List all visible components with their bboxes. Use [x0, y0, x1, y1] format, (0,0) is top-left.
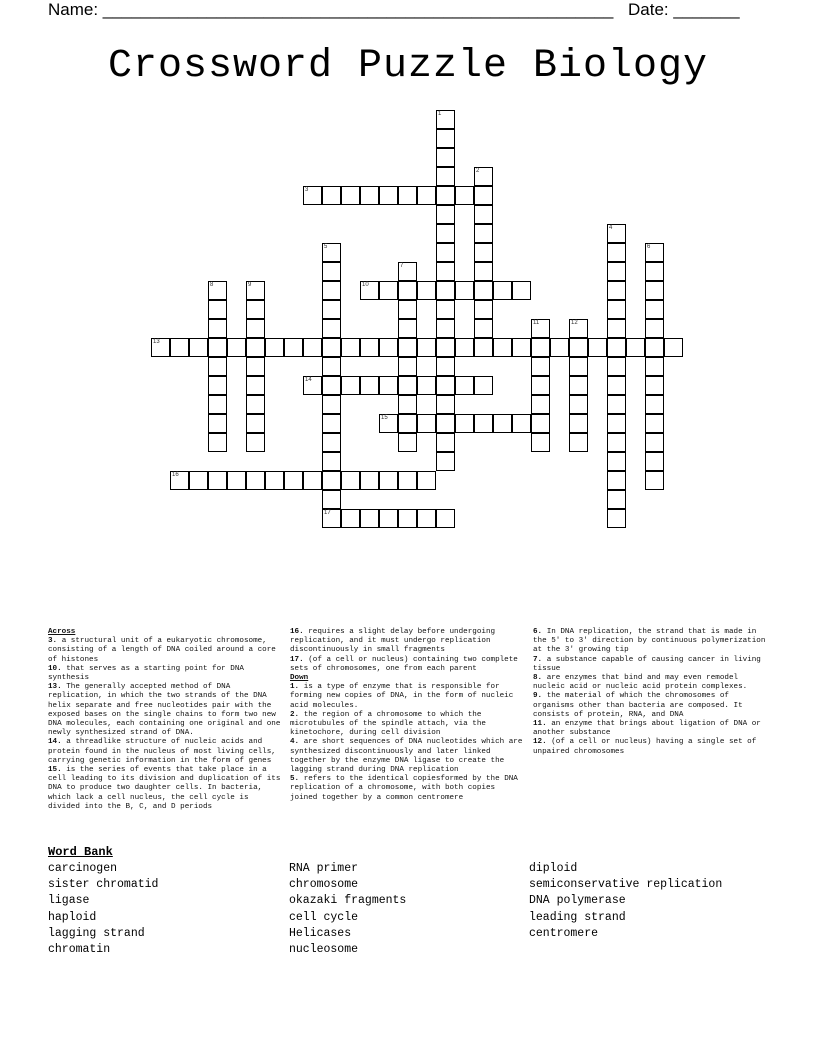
word-bank-column-3 — [529, 861, 722, 942]
crossword-cell[interactable] — [645, 281, 664, 300]
crossword-cell[interactable] — [227, 338, 246, 357]
crossword-cell[interactable] — [360, 471, 379, 490]
across-heading: Across — [48, 628, 76, 636]
crossword-cell[interactable] — [417, 281, 436, 300]
clue-down-5: 5. refers to the identical copiesformed by the DNA replication of a chromosome, with both copies joined together by a common centromere — [290, 775, 518, 802]
crossword-cell[interactable] — [436, 338, 455, 357]
crossword-cell[interactable] — [379, 509, 398, 528]
crossword-cell[interactable] — [436, 319, 455, 338]
crossword-cell[interactable] — [322, 338, 341, 357]
crossword-cell[interactable] — [607, 509, 626, 528]
crossword-cell[interactable] — [208, 414, 227, 433]
clues-column-1 — [48, 628, 284, 812]
crossword-cell[interactable] — [436, 452, 455, 471]
crossword-cell[interactable] — [436, 300, 455, 319]
crossword-cell[interactable] — [379, 186, 398, 205]
cell-number: 8 — [210, 282, 214, 288]
crossword-cell[interactable] — [569, 414, 588, 433]
crossword-cell[interactable] — [607, 243, 626, 262]
crossword-cell[interactable] — [607, 300, 626, 319]
crossword-cell[interactable] — [417, 376, 436, 395]
word-bank-item: cell cycle — [289, 910, 359, 924]
crossword-cell[interactable] — [493, 281, 512, 300]
crossword-cell[interactable] — [322, 433, 341, 452]
crossword-cell[interactable] — [208, 300, 227, 319]
cell-number: 17 — [324, 510, 331, 516]
crossword-cell[interactable] — [246, 433, 265, 452]
crossword-cell[interactable] — [341, 186, 360, 205]
crossword-cell[interactable] — [303, 186, 322, 205]
clue-down-11: 11. an enzyme that brings about ligation of DNA or another substance — [533, 720, 761, 738]
crossword-cell[interactable] — [246, 376, 265, 395]
crossword-cell[interactable] — [645, 452, 664, 471]
crossword-cell[interactable] — [455, 281, 474, 300]
crossword-cell[interactable] — [436, 148, 455, 167]
crossword-cell[interactable] — [379, 376, 398, 395]
crossword-cell[interactable] — [607, 490, 626, 509]
crossword-cell[interactable] — [322, 395, 341, 414]
crossword-cell[interactable] — [531, 376, 550, 395]
crossword-cell[interactable] — [208, 471, 227, 490]
crossword-cell[interactable] — [569, 433, 588, 452]
crossword-cell[interactable] — [455, 376, 474, 395]
crossword-cell[interactable] — [398, 395, 417, 414]
clue-down-7: 7. a substance capable of causing cancer in living tissue — [533, 655, 761, 673]
word-bank-item: ligase — [48, 894, 90, 908]
crossword-cell[interactable] — [607, 414, 626, 433]
crossword-cell[interactable] — [436, 224, 455, 243]
crossword-cell[interactable] — [474, 262, 493, 281]
crossword-cell[interactable] — [322, 376, 341, 395]
crossword-cell[interactable] — [208, 338, 227, 357]
crossword-cell[interactable] — [474, 243, 493, 262]
crossword-cell[interactable] — [189, 338, 208, 357]
crossword-cell[interactable] — [607, 452, 626, 471]
crossword-cell[interactable] — [493, 338, 512, 357]
date-field-label: Date: _______ — [628, 0, 740, 19]
clue-down-6: 6. In DNA replication, the strand that is made in the 5' to 3' direction by continuous polymerization at the 3' growing tip — [533, 628, 766, 655]
crossword-cell[interactable] — [436, 167, 455, 186]
crossword-cell[interactable] — [569, 376, 588, 395]
crossword-cell[interactable] — [531, 395, 550, 414]
crossword-cell[interactable] — [246, 319, 265, 338]
crossword-cell[interactable] — [341, 376, 360, 395]
word-bank-column-1 — [48, 861, 158, 958]
crossword-cell[interactable] — [474, 205, 493, 224]
crossword-cell[interactable] — [607, 281, 626, 300]
crossword-cell[interactable] — [550, 338, 569, 357]
crossword-cell[interactable] — [645, 338, 664, 357]
crossword-cell[interactable] — [246, 357, 265, 376]
crossword-cell[interactable] — [436, 243, 455, 262]
cell-number: 5 — [324, 244, 328, 250]
crossword-cell[interactable] — [417, 186, 436, 205]
crossword-cell[interactable] — [436, 395, 455, 414]
crossword-cell[interactable] — [246, 395, 265, 414]
crossword-cell[interactable] — [322, 319, 341, 338]
crossword-cell[interactable] — [588, 338, 607, 357]
crossword-cell[interactable] — [322, 509, 341, 528]
crossword-cell[interactable] — [645, 243, 664, 262]
crossword-cell[interactable] — [208, 281, 227, 300]
crossword-cell[interactable] — [512, 414, 531, 433]
crossword-cell[interactable] — [208, 319, 227, 338]
crossword-cell[interactable] — [360, 186, 379, 205]
crossword-cell[interactable] — [208, 433, 227, 452]
crossword-cell[interactable] — [398, 338, 417, 357]
crossword-cell[interactable] — [322, 471, 341, 490]
crossword-cell[interactable] — [360, 338, 379, 357]
crossword-cell[interactable] — [417, 338, 436, 357]
crossword-cell[interactable] — [607, 319, 626, 338]
clues-column-2 — [290, 628, 526, 803]
crossword-cell[interactable] — [322, 281, 341, 300]
crossword-cell[interactable] — [531, 357, 550, 376]
crossword-cell[interactable] — [569, 357, 588, 376]
crossword-cell[interactable] — [246, 281, 265, 300]
crossword-cell[interactable] — [322, 357, 341, 376]
cell-number: 7 — [400, 263, 404, 269]
crossword-cell[interactable] — [398, 281, 417, 300]
word-bank-item: semiconservative replication — [529, 878, 723, 892]
name-field-label: Name: ______________________________________________________ — [48, 0, 614, 19]
clue-across-14: 14. a threadlike structure of nucleic acids and protein found in the nucleus of most living cells, carrying genetic information in the form of genes — [48, 738, 276, 765]
crossword-cell[interactable] — [607, 471, 626, 490]
crossword-cell[interactable] — [379, 414, 398, 433]
crossword-cell[interactable] — [607, 433, 626, 452]
cell-number: 12 — [571, 320, 578, 326]
crossword-cell[interactable] — [341, 338, 360, 357]
crossword-cell[interactable] — [170, 471, 189, 490]
crossword-cell[interactable] — [531, 433, 550, 452]
crossword-cell[interactable] — [322, 452, 341, 471]
word-bank-item: lagging strand — [48, 926, 145, 940]
crossword-cell[interactable] — [436, 509, 455, 528]
crossword-cell[interactable] — [607, 376, 626, 395]
crossword-cell[interactable] — [398, 471, 417, 490]
crossword-cell[interactable] — [455, 338, 474, 357]
crossword-cell[interactable] — [626, 338, 645, 357]
crossword-cell[interactable] — [645, 262, 664, 281]
word-bank-item: carcinogen — [48, 862, 118, 875]
clue-across-10: 10. that serves as a starting point for DNA synthesis — [48, 664, 244, 683]
crossword-cell[interactable] — [322, 300, 341, 319]
clue-down-12: 12. (of a cell or nucleus) having a single set of unpaired chromosomes — [533, 738, 757, 756]
crossword-cell[interactable] — [246, 414, 265, 433]
cell-number: 10 — [362, 282, 369, 288]
crossword-cell[interactable] — [645, 414, 664, 433]
crossword-cell[interactable] — [531, 319, 550, 338]
cell-number: 13 — [153, 339, 160, 345]
crossword-cell[interactable] — [474, 224, 493, 243]
cell-number: 6 — [647, 244, 651, 250]
crossword-cell[interactable] — [645, 376, 664, 395]
word-bank-item: leading strand — [529, 910, 626, 924]
crossword-cell[interactable] — [645, 300, 664, 319]
clue-across-17: 17. (of a cell or nucleus) containing two complete sets of chromosomes, one from each parent — [290, 655, 518, 673]
crossword-cell[interactable] — [246, 471, 265, 490]
crossword-cell[interactable] — [398, 376, 417, 395]
crossword-cell[interactable] — [246, 338, 265, 357]
crossword-cell[interactable] — [569, 395, 588, 414]
crossword-cell[interactable] — [436, 205, 455, 224]
crossword-cell[interactable] — [607, 357, 626, 376]
word-bank-item: RNA primer — [289, 862, 359, 875]
cell-number: 1 — [438, 111, 442, 117]
cell-number: 9 — [248, 282, 252, 288]
clues-column-3 — [533, 628, 769, 757]
crossword-cell[interactable] — [664, 338, 683, 357]
crossword-cell[interactable] — [398, 414, 417, 433]
crossword-cell[interactable] — [341, 509, 360, 528]
clue-down-4: 4. are short sequences of DNA nucleotides which are synthesized discontinuously and later linked together by the enzyme DNA ligase to create the lagging strand during DNA replication — [290, 738, 523, 775]
word-bank-item: centromere — [529, 926, 599, 940]
crossword-cell[interactable] — [645, 433, 664, 452]
crossword-cell[interactable] — [417, 471, 436, 490]
crossword-cell[interactable] — [607, 338, 626, 357]
crossword-cell[interactable] — [436, 262, 455, 281]
crossword-cell[interactable] — [303, 471, 322, 490]
crossword-cell[interactable] — [645, 395, 664, 414]
crossword-cell[interactable] — [360, 509, 379, 528]
crossword-cell[interactable] — [645, 471, 664, 490]
word-bank-item: okazaki fragments — [289, 894, 407, 908]
crossword-cell[interactable] — [246, 300, 265, 319]
crossword-cell[interactable] — [322, 414, 341, 433]
crossword-cell[interactable] — [474, 338, 493, 357]
crossword-cell[interactable] — [398, 262, 417, 281]
crossword-cell[interactable] — [474, 186, 493, 205]
word-bank-item: DNA polymerase — [529, 894, 626, 908]
crossword-cell[interactable] — [474, 167, 493, 186]
crossword-cell[interactable] — [569, 338, 588, 357]
word-bank-item: chromosome — [289, 878, 359, 892]
cell-number: 2 — [476, 168, 480, 174]
crossword-cell[interactable] — [341, 471, 360, 490]
word-bank-item: chromatin — [48, 943, 111, 957]
crossword-cell[interactable] — [512, 281, 531, 300]
down-heading: Down — [290, 674, 309, 683]
crossword-cell[interactable] — [379, 338, 398, 357]
crossword-cell[interactable] — [398, 186, 417, 205]
crossword-cell[interactable] — [398, 357, 417, 376]
crossword-cell[interactable] — [512, 338, 531, 357]
crossword-cell[interactable] — [360, 281, 379, 300]
crossword-cell[interactable] — [322, 243, 341, 262]
crossword-cell[interactable] — [284, 338, 303, 357]
crossword-cell[interactable] — [474, 414, 493, 433]
crossword-cell[interactable] — [493, 414, 512, 433]
page-title: Crossword Puzzle Biology — [107, 44, 709, 89]
crossword-cell[interactable] — [379, 471, 398, 490]
crossword-cell[interactable] — [284, 471, 303, 490]
crossword-cell[interactable] — [607, 395, 626, 414]
crossword-cell[interactable] — [398, 300, 417, 319]
crossword-cell[interactable] — [455, 414, 474, 433]
crossword-cell[interactable] — [208, 376, 227, 395]
crossword-cell[interactable] — [417, 509, 436, 528]
crossword-cell[interactable] — [189, 471, 208, 490]
crossword-cell[interactable] — [645, 319, 664, 338]
word-bank-item: diploid — [529, 862, 578, 875]
crossword-cell[interactable] — [322, 490, 341, 509]
clue-down-8: 8. are enzymes that bind and may even remodel nucleic acid or nucleic acid protein complexes. — [533, 674, 748, 692]
crossword-cell[interactable] — [569, 319, 588, 338]
word-bank-item: nucleosome — [289, 943, 359, 957]
crossword-cell[interactable] — [398, 319, 417, 338]
crossword-cell[interactable] — [455, 186, 474, 205]
word-bank-item: Helicases — [289, 926, 352, 940]
clue-down-9: 9. the material of which the chromosomes of organisms other than bacteria are composed. It consists of protein, RNA, and DNA — [533, 692, 743, 719]
word-bank-column-2 — [289, 861, 406, 958]
clue-across-13: 13. The generally accepted method of DNA replication, in which the two strands of the DNA helix separate and free nucleotides pair with the exposed bases on the single chains to form two new DNA molecules, each containing one original and one newly synthesized strand of DNA. — [48, 683, 281, 738]
cell-number: 15 — [381, 415, 388, 421]
crossword-cell[interactable] — [436, 433, 455, 452]
word-bank-title: Word Bank — [48, 845, 113, 859]
cell-number: 3 — [305, 187, 309, 193]
crossword-cell[interactable] — [436, 186, 455, 205]
crossword-cell[interactable] — [398, 433, 417, 452]
crossword-cell[interactable] — [531, 414, 550, 433]
crossword-cell[interactable] — [151, 338, 170, 357]
crossword-cell[interactable] — [379, 281, 398, 300]
crossword-cell[interactable] — [436, 281, 455, 300]
crossword-cell[interactable] — [607, 224, 626, 243]
crossword-cell[interactable] — [474, 319, 493, 338]
crossword-cell[interactable] — [265, 338, 284, 357]
crossword-cell[interactable] — [208, 357, 227, 376]
crossword-cell[interactable] — [531, 338, 550, 357]
clue-down-1: 1. is a type of enzyme that is responsible for forming new copies of DNA, in the form of nucleic acid molecules. — [290, 683, 514, 710]
clue-across-16: 16. requires a slight delay before undergoing replication, and it must undergo replication discontinuously in small fragments — [290, 628, 496, 655]
clue-across-3: 3. a structural unit of a eukaryotic chromosome, consisting of a length of DNA coiled around a core of histones — [48, 637, 276, 664]
crossword-cell[interactable] — [208, 395, 227, 414]
crossword-cell[interactable] — [436, 110, 455, 129]
clue-down-2: 2. the region of a chromosome to which the microtubules of the spindle attach, via the kinetochore, during cell division — [290, 710, 486, 738]
word-bank-item: haploid — [48, 910, 97, 924]
crossword-cell[interactable] — [322, 186, 341, 205]
crossword-cell[interactable] — [474, 376, 493, 395]
crossword-cell[interactable] — [265, 471, 284, 490]
crossword-cell[interactable] — [170, 338, 189, 357]
crossword-cell[interactable] — [417, 414, 436, 433]
cell-number: 4 — [609, 225, 613, 231]
cell-number: 14 — [305, 377, 312, 383]
crossword-cell[interactable] — [474, 281, 493, 300]
word-bank-item: sister chromatid — [48, 878, 159, 892]
cell-number: 16 — [172, 472, 179, 478]
crossword-cell[interactable] — [436, 414, 455, 433]
clue-across-15: 15. is the series of events that take place in a cell leading to its division and duplication of its DNA to produce two daughter cells. In bacteria, which lack a cell nucleus, the cell cycle is divided into the B, C, and D periods — [48, 766, 281, 811]
crossword-cell[interactable] — [227, 471, 246, 490]
crossword-cell[interactable] — [645, 357, 664, 376]
crossword-cell[interactable] — [607, 262, 626, 281]
crossword-cell[interactable] — [398, 509, 417, 528]
crossword-cell[interactable] — [360, 376, 379, 395]
crossword-cell[interactable] — [303, 376, 322, 395]
crossword-cell[interactable] — [303, 338, 322, 357]
crossword-cell[interactable] — [474, 300, 493, 319]
crossword-cell[interactable] — [436, 357, 455, 376]
cell-number: 11 — [533, 320, 540, 326]
crossword-cell[interactable] — [436, 129, 455, 148]
crossword-cell[interactable] — [322, 262, 341, 281]
crossword-cell[interactable] — [436, 376, 455, 395]
